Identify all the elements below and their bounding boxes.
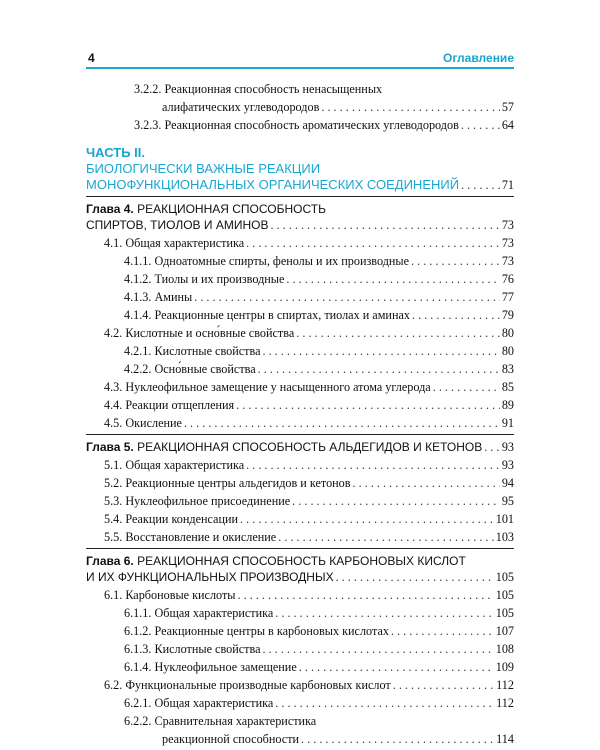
toc-entry-4-1-4[interactable]: 4.1.4. Реакционные центры в спиртах, тиолах и аминах . . . 79 [0, 306, 600, 324]
page-ref: 105 [495, 570, 514, 584]
toc-entry-4-1-2[interactable]: 4.1.2. Тиолы и их производные . . . 76 [0, 270, 600, 288]
toc-entry-4-1-1[interactable]: 4.1.1. Одноатомные спирты, фенолы и их производные . . . 73 [0, 252, 600, 270]
chapter-rule [86, 548, 514, 549]
toc-entry-5-5[interactable]: 5.5. Восстановление и окисление . . . 103 [0, 528, 600, 546]
toc-entry-3-2-2-line1: 3.2.2. Реакционная способность ненасыщенных [134, 82, 383, 96]
toc-entry-6-1-2[interactable]: 6.1.2. Реакционные центры в карбоновых кислотах . . . 107 [0, 622, 600, 640]
chapter-4-title-line1: Глава 4. РЕАКЦИОННАЯ СПОСОБНОСТЬ [86, 202, 326, 216]
toc-entry-4-2-2[interactable]: 4.2.2. Осно́вные свойства . . . 83 [0, 360, 600, 378]
page-ref: 57 [501, 100, 514, 114]
toc-entry-6-1-4[interactable]: 6.1.4. Нуклеофильное замещение . . . 109 [0, 658, 600, 676]
toc-entry-5-1[interactable]: 5.1. Общая характеристика . . . 93 [0, 456, 600, 474]
chapter-6-title-line1: Глава 6. РЕАКЦИОННАЯ СПОСОБНОСТЬ КАРБОНОВЫХ КИСЛОТ [86, 554, 466, 568]
page-header [86, 49, 514, 67]
toc-entry-4-4[interactable]: 4.4. Реакции отщепления . . . 89 [0, 396, 600, 414]
toc-entry-4-1-3[interactable]: 4.1.3. Амины . . . 77 [0, 288, 600, 306]
toc-entry-6-1-1[interactable]: 6.1.1. Общая характеристика . . . 105 [0, 604, 600, 622]
toc-entry-6-2[interactable]: 6.2. Функциональные производные карбоновых кислот . . . 112 [0, 676, 600, 694]
toc-entry-5-3[interactable]: 5.3. Нуклеофильное присоединение . . . 95 [0, 492, 600, 510]
toc-entry-6-1[interactable]: 6.1. Карбоновые кислоты . . . 105 [0, 586, 600, 604]
header-title: Оглавление [443, 51, 514, 65]
page-number: 4 [88, 51, 95, 65]
part-label: ЧАСТЬ II. [86, 145, 145, 160]
toc-entry-chapter-4[interactable]: СПИРТОВ, ТИОЛОВ И АМИНОВ . . . 73 [0, 216, 600, 234]
toc-entry-6-2-1[interactable]: 6.2.1. Общая характеристика . . . 112 [0, 694, 600, 712]
page-ref: 73 [501, 218, 514, 232]
page-ref: 93 [501, 440, 514, 454]
toc-entry-4-5[interactable]: 4.5. Окисление . . . 91 [0, 414, 600, 432]
page-ref: 71 [501, 178, 514, 192]
toc-entry-chapter-6[interactable]: И ИХ ФУНКЦИОНАЛЬНЫХ ПРОИЗВОДНЫХ . . . 105 [0, 568, 600, 586]
toc-entry-part-2[interactable]: МОНОФУНКЦИОНАЛЬНЫХ ОРГАНИЧЕСКИХ СОЕДИНЕНИЙ . . . 71 [0, 176, 600, 194]
toc-entry-4-3[interactable]: 4.3. Нуклеофильное замещение у насыщенного атома углерода . . . 85 [0, 378, 600, 396]
header-rule [86, 67, 514, 69]
part-title-line1: БИОЛОГИЧЕСКИ ВАЖНЫЕ РЕАКЦИИ [86, 161, 321, 176]
toc-entry-4-1[interactable]: 4.1. Общая характеристика . . . 73 [0, 234, 600, 252]
chapter-rule [86, 196, 514, 197]
chapter-rule [86, 434, 514, 435]
toc-entry-6-1-3[interactable]: 6.1.3. Кислотные свойства . . . 108 [0, 640, 600, 658]
toc-entry-chapter-5[interactable]: Глава 5. РЕАКЦИОННАЯ СПОСОБНОСТЬ АЛЬДЕГИДОВ И КЕТОНОВ . . . 93 [0, 438, 600, 456]
toc-entry-5-4[interactable]: 5.4. Реакции конденсации . . . 101 [0, 510, 600, 528]
toc-entry-4-2[interactable]: 4.2. Кислотные и осно́вные свойства . . . 80 [0, 324, 600, 342]
toc-entry-3-2-2[interactable]: алифатических углеводородов . . . 57 [0, 98, 600, 116]
toc-entry-6-2-2[interactable]: реакционной способности . . . 114 [0, 730, 600, 748]
page-ref: 64 [501, 118, 514, 132]
toc-entry-5-2[interactable]: 5.2. Реакционные центры альдегидов и кетонов . . . 94 [0, 474, 600, 492]
toc-entry-4-2-1[interactable]: 4.2.1. Кислотные свойства . . . 80 [0, 342, 600, 360]
toc-entry-6-2-2-line1: 6.2.2. Сравнительная характеристика [124, 714, 317, 728]
toc-entry-3-2-3[interactable]: 3.2.3. Реакционная способность ароматических углеводородов . . . 64 [0, 116, 600, 134]
